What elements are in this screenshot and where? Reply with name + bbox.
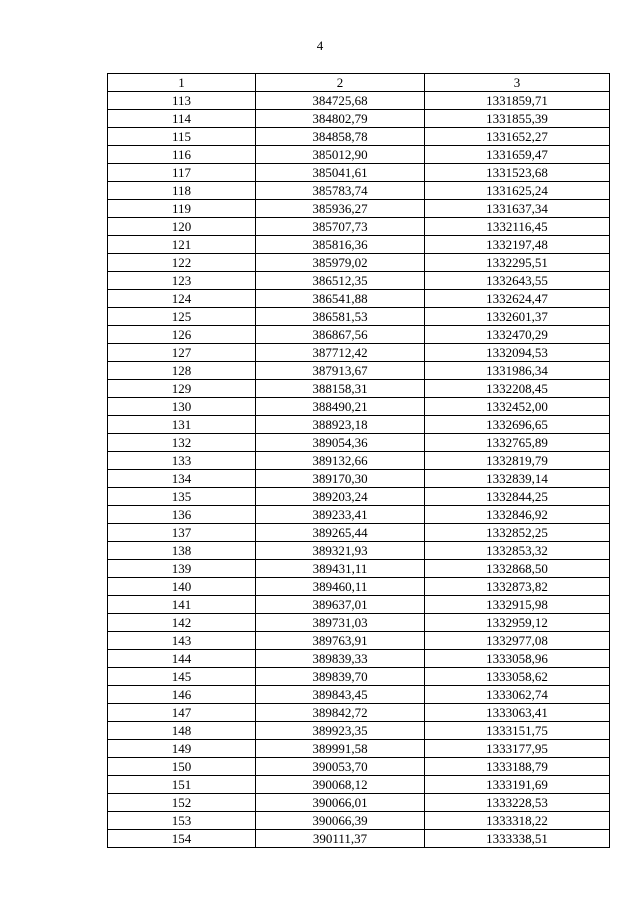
table-row: [108, 92, 610, 110]
table-row: [108, 650, 610, 668]
table-row: [108, 344, 610, 362]
point-number-cell: 120: [108, 218, 256, 236]
point-number-cell: 133: [108, 452, 256, 470]
y-coordinate-cell: 1332959,12: [425, 614, 610, 632]
y-coordinate-cell: 1332470,29: [425, 326, 610, 344]
y-coordinate-cell: 1332197,48: [425, 236, 610, 254]
x-coordinate-cell: 390066,39: [256, 812, 425, 830]
x-coordinate-cell: 388158,31: [256, 380, 425, 398]
x-coordinate-cell: 384858,78: [256, 128, 425, 146]
x-coordinate-cell: 385936,27: [256, 200, 425, 218]
table-row: [108, 218, 610, 236]
point-number-cell: 131: [108, 416, 256, 434]
y-coordinate-cell: 1331523,68: [425, 164, 610, 182]
point-number-cell: 154: [108, 830, 256, 848]
table-row: [108, 830, 610, 848]
y-coordinate-cell: 1332696,65: [425, 416, 610, 434]
table-row: [108, 776, 610, 794]
table-row: [108, 254, 610, 272]
y-coordinate-cell: 1333338,51: [425, 830, 610, 848]
point-number-cell: 144: [108, 650, 256, 668]
point-number-cell: 147: [108, 704, 256, 722]
table-row: [108, 326, 610, 344]
x-coordinate-cell: 389132,66: [256, 452, 425, 470]
x-coordinate-cell: 384725,68: [256, 92, 425, 110]
x-coordinate-cell: 385041,61: [256, 164, 425, 182]
table-row: [108, 614, 610, 632]
table-row: [108, 236, 610, 254]
y-coordinate-cell: 1332643,55: [425, 272, 610, 290]
x-coordinate-cell: 389431,11: [256, 560, 425, 578]
table-row: [108, 290, 610, 308]
x-coordinate-cell: 385012,90: [256, 146, 425, 164]
point-number-cell: 126: [108, 326, 256, 344]
point-number-cell: 139: [108, 560, 256, 578]
table-row: [108, 416, 610, 434]
y-coordinate-cell: 1332116,45: [425, 218, 610, 236]
table-row: [108, 164, 610, 182]
table-row: [108, 200, 610, 218]
point-number-cell: 115: [108, 128, 256, 146]
x-coordinate-cell: 385707,73: [256, 218, 425, 236]
x-coordinate-cell: 389843,45: [256, 686, 425, 704]
table-row: [108, 596, 610, 614]
point-number-cell: 153: [108, 812, 256, 830]
y-coordinate-cell: 1332977,08: [425, 632, 610, 650]
point-number-cell: 127: [108, 344, 256, 362]
table-row: [108, 362, 610, 380]
y-coordinate-cell: 1332839,14: [425, 470, 610, 488]
point-number-cell: 138: [108, 542, 256, 560]
x-coordinate-cell: 389203,24: [256, 488, 425, 506]
y-coordinate-cell: 1332819,79: [425, 452, 610, 470]
table-row: [108, 146, 610, 164]
y-coordinate-cell: 1333188,79: [425, 758, 610, 776]
x-coordinate-cell: 385783,74: [256, 182, 425, 200]
point-number-cell: 136: [108, 506, 256, 524]
table-row: [108, 668, 610, 686]
y-coordinate-cell: 1331986,34: [425, 362, 610, 380]
table-row: [108, 128, 610, 146]
column-header-2: 2: [256, 74, 425, 92]
x-coordinate-cell: 389839,33: [256, 650, 425, 668]
y-coordinate-cell: 1333058,62: [425, 668, 610, 686]
x-coordinate-cell: 389842,72: [256, 704, 425, 722]
x-coordinate-cell: 386581,53: [256, 308, 425, 326]
y-coordinate-cell: 1333062,74: [425, 686, 610, 704]
x-coordinate-cell: 389321,93: [256, 542, 425, 560]
table-row: [108, 398, 610, 416]
x-coordinate-cell: 389991,58: [256, 740, 425, 758]
table-row: [108, 812, 610, 830]
point-number-cell: 135: [108, 488, 256, 506]
x-coordinate-cell: 390066,01: [256, 794, 425, 812]
x-coordinate-cell: 389170,30: [256, 470, 425, 488]
table-row: [108, 794, 610, 812]
point-number-cell: 148: [108, 722, 256, 740]
x-coordinate-cell: 385979,02: [256, 254, 425, 272]
point-number-cell: 118: [108, 182, 256, 200]
point-number-cell: 152: [108, 794, 256, 812]
table-row: [108, 110, 610, 128]
y-coordinate-cell: 1331855,39: [425, 110, 610, 128]
point-number-cell: 134: [108, 470, 256, 488]
coordinates-table: [107, 73, 610, 848]
point-number-cell: 124: [108, 290, 256, 308]
point-number-cell: 113: [108, 92, 256, 110]
y-coordinate-cell: 1332915,98: [425, 596, 610, 614]
y-coordinate-cell: 1333177,95: [425, 740, 610, 758]
table-row: [108, 380, 610, 398]
y-coordinate-cell: 1332844,25: [425, 488, 610, 506]
y-coordinate-cell: 1332868,50: [425, 560, 610, 578]
point-number-cell: 142: [108, 614, 256, 632]
y-coordinate-cell: 1332624,47: [425, 290, 610, 308]
table-header: [108, 74, 610, 92]
x-coordinate-cell: 389731,03: [256, 614, 425, 632]
y-coordinate-cell: 1333151,75: [425, 722, 610, 740]
y-coordinate-cell: 1332208,45: [425, 380, 610, 398]
table-row: [108, 722, 610, 740]
table-row: [108, 686, 610, 704]
point-number-cell: 125: [108, 308, 256, 326]
x-coordinate-cell: 387712,42: [256, 344, 425, 362]
y-coordinate-cell: 1331659,47: [425, 146, 610, 164]
table-row: [108, 272, 610, 290]
y-coordinate-cell: 1333058,96: [425, 650, 610, 668]
table-row: [108, 506, 610, 524]
page-number: 4: [316, 38, 324, 53]
point-number-cell: 149: [108, 740, 256, 758]
y-coordinate-cell: 1331625,24: [425, 182, 610, 200]
x-coordinate-cell: 388923,18: [256, 416, 425, 434]
x-coordinate-cell: 390068,12: [256, 776, 425, 794]
y-coordinate-cell: 1331652,27: [425, 128, 610, 146]
table-row: [108, 182, 610, 200]
x-coordinate-cell: 389054,36: [256, 434, 425, 452]
x-coordinate-cell: 389839,70: [256, 668, 425, 686]
point-number-cell: 150: [108, 758, 256, 776]
x-coordinate-cell: 386867,56: [256, 326, 425, 344]
point-number-cell: 114: [108, 110, 256, 128]
point-number-cell: 132: [108, 434, 256, 452]
x-coordinate-cell: 389763,91: [256, 632, 425, 650]
table-row: [108, 578, 610, 596]
x-coordinate-cell: 385816,36: [256, 236, 425, 254]
point-number-cell: 151: [108, 776, 256, 794]
table-row: [108, 632, 610, 650]
point-number-cell: 141: [108, 596, 256, 614]
point-number-cell: 119: [108, 200, 256, 218]
y-coordinate-cell: 1331859,71: [425, 92, 610, 110]
x-coordinate-cell: 384802,79: [256, 110, 425, 128]
x-coordinate-cell: 387913,67: [256, 362, 425, 380]
table-row: [108, 740, 610, 758]
table-row: [108, 488, 610, 506]
table-row: [108, 524, 610, 542]
point-number-cell: 121: [108, 236, 256, 254]
x-coordinate-cell: 390111,37: [256, 830, 425, 848]
y-coordinate-cell: 1332852,25: [425, 524, 610, 542]
point-number-cell: 116: [108, 146, 256, 164]
y-coordinate-cell: 1332452,00: [425, 398, 610, 416]
point-number-cell: 117: [108, 164, 256, 182]
y-coordinate-cell: 1332853,32: [425, 542, 610, 560]
x-coordinate-cell: 386541,88: [256, 290, 425, 308]
header-row: [108, 74, 610, 92]
x-coordinate-cell: 389265,44: [256, 524, 425, 542]
y-coordinate-cell: 1333228,53: [425, 794, 610, 812]
x-coordinate-cell: 389233,41: [256, 506, 425, 524]
y-coordinate-cell: 1331637,34: [425, 200, 610, 218]
point-number-cell: 129: [108, 380, 256, 398]
y-coordinate-cell: 1333191,69: [425, 776, 610, 794]
y-coordinate-cell: 1333318,22: [425, 812, 610, 830]
point-number-cell: 130: [108, 398, 256, 416]
table-row: [108, 758, 610, 776]
table-body: [108, 92, 610, 848]
y-coordinate-cell: 1333063,41: [425, 704, 610, 722]
y-coordinate-cell: 1332295,51: [425, 254, 610, 272]
y-coordinate-cell: 1332846,92: [425, 506, 610, 524]
point-number-cell: 143: [108, 632, 256, 650]
point-number-cell: 122: [108, 254, 256, 272]
point-number-cell: 137: [108, 524, 256, 542]
table-row: [108, 434, 610, 452]
point-number-cell: 123: [108, 272, 256, 290]
point-number-cell: 145: [108, 668, 256, 686]
table-row: [108, 308, 610, 326]
x-coordinate-cell: 390053,70: [256, 758, 425, 776]
point-number-cell: 128: [108, 362, 256, 380]
x-coordinate-cell: 389460,11: [256, 578, 425, 596]
y-coordinate-cell: 1332873,82: [425, 578, 610, 596]
column-header-3: 3: [425, 74, 610, 92]
column-header-1: 1: [108, 74, 256, 92]
table-row: [108, 542, 610, 560]
y-coordinate-cell: 1332094,53: [425, 344, 610, 362]
point-number-cell: 146: [108, 686, 256, 704]
x-coordinate-cell: 386512,35: [256, 272, 425, 290]
table-row: [108, 452, 610, 470]
y-coordinate-cell: 1332765,89: [425, 434, 610, 452]
table-row: [108, 560, 610, 578]
y-coordinate-cell: 1332601,37: [425, 308, 610, 326]
table-row: [108, 704, 610, 722]
point-number-cell: 140: [108, 578, 256, 596]
table-row: [108, 470, 610, 488]
x-coordinate-cell: 389923,35: [256, 722, 425, 740]
x-coordinate-cell: 388490,21: [256, 398, 425, 416]
x-coordinate-cell: 389637,01: [256, 596, 425, 614]
